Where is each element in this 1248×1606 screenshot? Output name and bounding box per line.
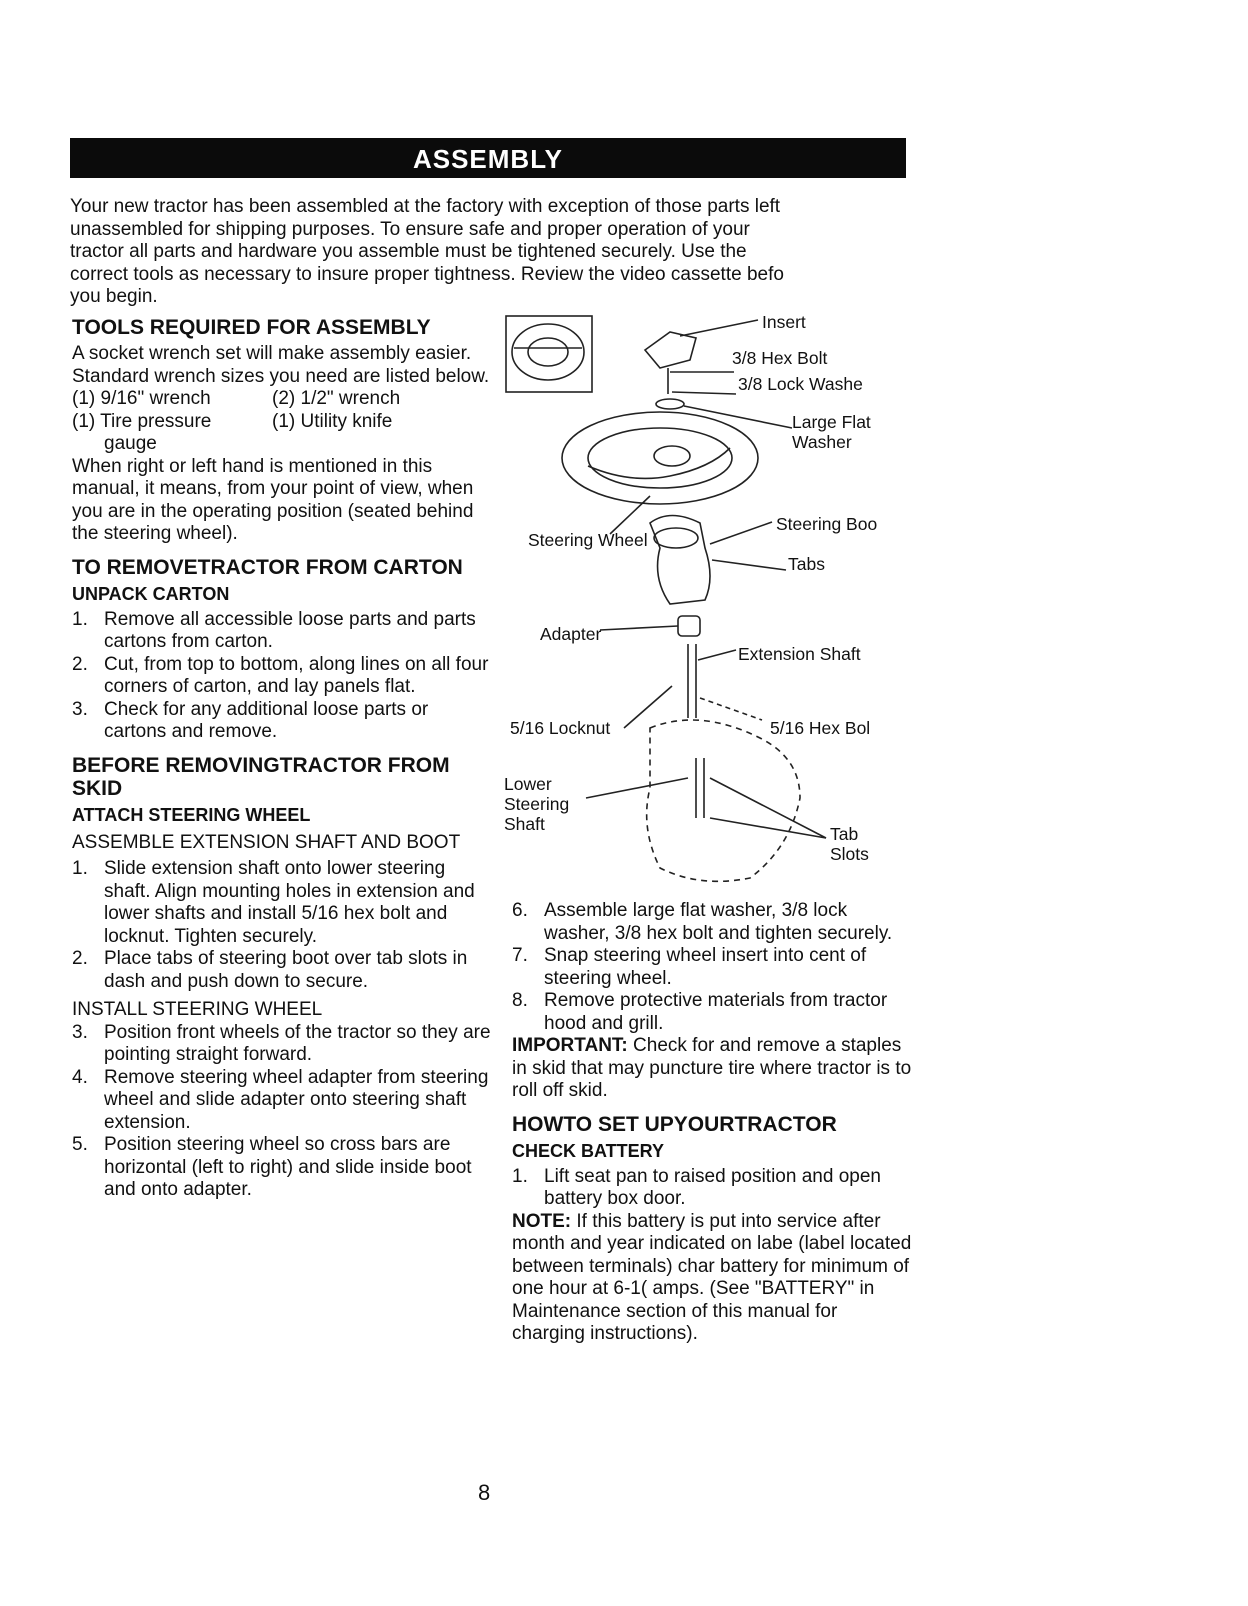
install-subheading: INSTALL STEERING WHEEL: [72, 999, 323, 1020]
label-locknut: 5/16 Locknut: [510, 718, 611, 738]
list-item: 8. Remove protective materials from tractor hood and grill.: [512, 990, 888, 1034]
list-item: 7. Snap steering wheel insert into cent of steering wheel.: [512, 945, 867, 989]
battery-subheading: CHECK BATTERY: [512, 1140, 664, 1161]
install-steps: [72, 1022, 492, 1202]
important-note: IMPORTANT: Check for and remove a staples in skid that may puncture tire where tractor is to roll off skid.: [512, 1035, 912, 1101]
tool-item-gauge: gauge: [104, 433, 157, 454]
adapter-part: [678, 616, 700, 636]
label-large-flat-washer: Large Flat Washer: [792, 412, 871, 452]
label-tab-slots: Tab Slots: [830, 824, 869, 864]
label-lock-washer: 3/8 Lock Washe: [738, 374, 863, 394]
intro-paragraph: Your new tractor has been assembled at the factory with exception of those parts left unassembled for shipping purposes. To ensure safe and proper operation of your tractor all parts and hardware you assemble must be tightened securely. Use the correct tools as necessary to insure proper tightness. Review the video cassette befo you begin.: [70, 196, 784, 307]
tool-item: (1) 9/16" wrench: [72, 388, 211, 409]
remove-heading: TO REMOVETRACTOR FROM CARTON: [72, 555, 463, 579]
section-banner: ASSEMBLY: [70, 138, 906, 178]
setup-heading: HOWTO SET UPYOURTRACTOR: [512, 1112, 837, 1136]
list-item: 1. Slide extension shaft onto lower steering shaft. Align mounting holes in extension and lower shafts and install 5/16 hex bolt and locknut. Tighten securely.: [72, 858, 475, 947]
washer-part: [656, 399, 684, 409]
unpack-subheading: UNPACK CARTON: [72, 583, 230, 604]
tools-text: A socket wrench set will make assembly easier. Standard wrench sizes you need are listed below.: [72, 343, 490, 387]
left-column: [72, 316, 492, 1202]
list-item: 3. Position front wheels of the tractor so they are pointing straight forward.: [72, 1021, 491, 1065]
tool-item: (1) Tire pressure: [72, 410, 212, 432]
label-tabs: Tabs: [788, 554, 825, 574]
list-item: 2. Place tabs of steering boot over tab slots in dash and push down to secure.: [72, 948, 468, 992]
label-hex-bolt-516: 5/16 Hex Bol: [770, 718, 871, 738]
page-number: 8: [478, 1480, 491, 1505]
hand-note: When right or left hand is mentioned in this manual, it means, from your point of view, when you are in the operating position (seated behind the steering wheel).: [72, 455, 474, 544]
assemble-subheading: ASSEMBLE EXTENSION SHAFT AND BOOT: [72, 831, 461, 853]
tool-item: (2) 1/2" wrench: [272, 388, 401, 409]
before-heading: BEFORE REMOVINGTRACTOR FROM SKID: [72, 753, 450, 800]
label-insert: Insert: [762, 312, 806, 332]
tools-heading: TOOLS REQUIRED FOR ASSEMBLY: [72, 316, 431, 339]
label-extension-shaft: Extension Shaft: [738, 644, 861, 664]
steering-wheel-part: [562, 412, 758, 504]
insert-part: [645, 332, 696, 368]
list-item: 5. Position steering wheel so cross bars are horizontal (left to right) and slide inside boot and onto adapter.: [72, 1134, 472, 1200]
tools-list: [72, 388, 492, 433]
list-item: 3. Check for any additional loose parts or cartons and remove.: [72, 698, 429, 742]
battery-steps: [512, 1166, 912, 1211]
dash-outline: [647, 720, 800, 881]
right-column: [512, 900, 912, 1346]
list-item: 1. Lift seat pan to raised position and open battery box door.: [512, 1165, 881, 1209]
label-steering-boot: Steering Boo: [776, 514, 878, 534]
assemble-steps: [72, 858, 492, 993]
label-hex-bolt: 3/8 Hex Bolt: [732, 348, 828, 368]
inset-wheel: [512, 324, 584, 380]
list-item: 4. Remove steering wheel adapter from steering wheel and slide adapter onto steering shaft extension.: [72, 1066, 489, 1133]
unpack-steps: [72, 609, 492, 744]
wheel-steps: [512, 900, 912, 1035]
steering-assembly-diagram: [500, 308, 900, 898]
label-steering-wheel: Steering Wheel: [528, 530, 648, 550]
battery-note: NOTE: If this battery is put into service after month and year indicated on labe (label located between terminals) char battery for minimum of one hour at 6-1( amps. (See "BATTERY" in Maintenance section of this manual for charging instructions).: [512, 1210, 912, 1344]
label-lower-steering-shaft: Lower Steering Shaft: [504, 774, 570, 834]
tool-item: (1) Utility knife: [272, 410, 393, 432]
list-item: 1. Remove all accessible loose parts and parts cartons from carton.: [72, 608, 476, 652]
label-adapter: Adapter: [540, 624, 602, 644]
list-item: 6. Assemble large flat washer, 3/8 lock washer, 3/8 hex bolt and tighten securely.: [512, 900, 893, 944]
list-item: 2. Cut, from top to bottom, along lines on all four corners of carton, and lay panels flat.: [72, 653, 489, 697]
attach-subheading: ATTACH STEERING WHEEL: [72, 804, 311, 825]
